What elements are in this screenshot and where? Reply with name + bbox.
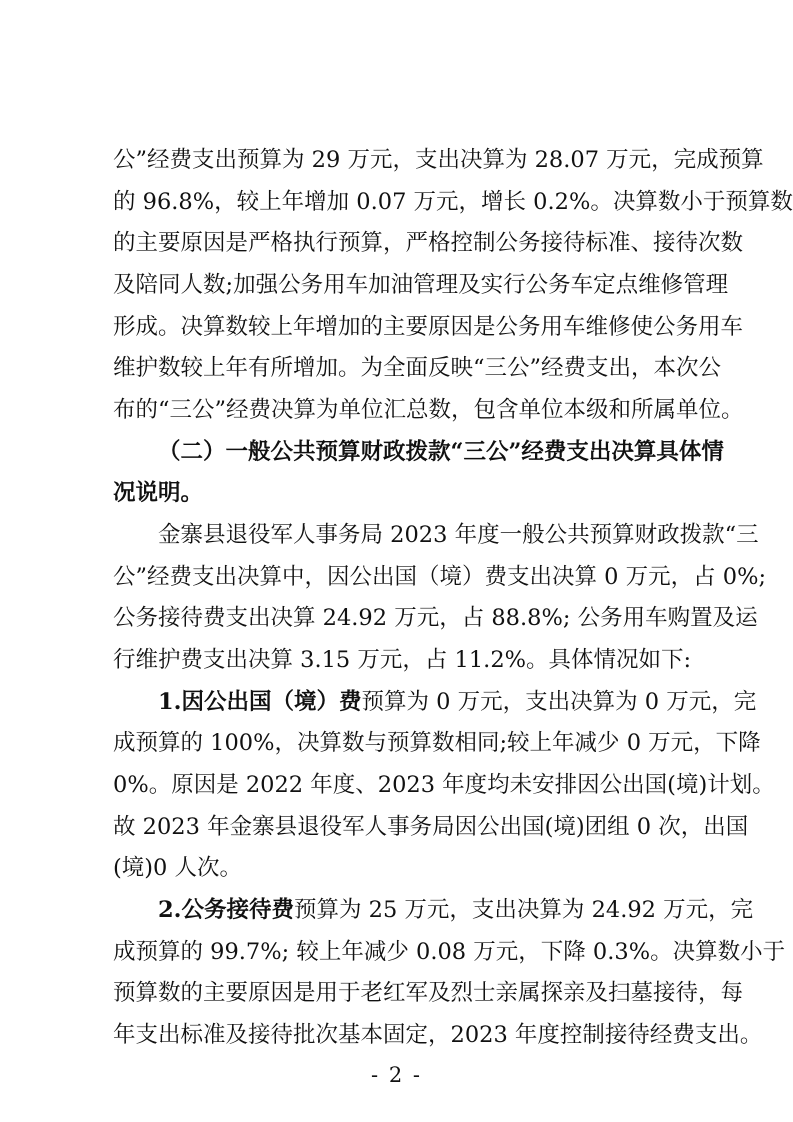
body-text-line: 的主要原因是严格执行预算，严格控制公务接待标准、接待次数 — [113, 230, 744, 257]
body-text-line: 行维护费支出决算 3.15 万元，占 11.2%。具体情况如下: — [113, 647, 692, 673]
body-text-line: 年支出标准及接待批次基本固定，2023 年度控制接待经费支出。 — [113, 1022, 763, 1048]
body-text-line: 预算数的主要原因是用于老红军及烈士亲属探亲及扫墓接待，每 — [113, 980, 744, 1007]
section-heading-continued: 况说明。 — [113, 480, 204, 507]
body-text-line: 公务接待费支出决算 24.92 万元，占 88.8%; 公务用车购置及运 — [113, 605, 758, 632]
body-text-line: (境)0 人次。 — [113, 855, 243, 882]
body-text-line: 金寨县退役军人事务局 2023 年度一般公共预算财政拨款“三 — [158, 522, 759, 548]
body-text-line: 公”经费支出决算中，因公出国（境）费支出决算 0 万元，占 0%; — [113, 563, 767, 590]
body-text-line: 0%。原因是 2022 年度、2023 年度均未安排因公出国(境)计划。 — [113, 772, 775, 798]
body-text-line: 成预算的 99.7%; 较上年减少 0.08 万元，下降 0.3%。决算数小于 — [113, 938, 786, 965]
page-number: - 2 - — [371, 1063, 422, 1087]
body-text-line: 公”经费支出预算为 29 万元，支出决算为 28.07 万元，完成预算 — [113, 147, 764, 173]
body-text-line: 的 96.8%，较上年增加 0.07 万元，增长 0.2%。决算数小于预算数 — [113, 188, 793, 215]
item-2-first-line: 2.公务接待费预算为 25 万元，支出决算为 24.92 万元，完 — [158, 897, 754, 923]
body-text-line: 维护数较上年有所增加。为全面反映“三公”经费支出，本次公 — [113, 355, 722, 382]
body-text-line: 及陪同人数;加强公务用车加油管理及实行公务车定点维修管理 — [113, 272, 729, 298]
body-text-line: 成预算的 100%，决算数与预算数相同;较上年减少 0 万元，下降 — [113, 730, 761, 757]
body-text-line: 布的“三公”经费决算为单位汇总数，包含单位本级和所属单位。 — [113, 397, 744, 423]
item-2-lead: 2.公务接待费 — [158, 897, 294, 923]
section-heading: （二）一般公共预算财政拨款“三公”经费支出决算具体情 — [158, 438, 724, 465]
item-1-first-line: 1.因公出国（境）费预算为 0 万元，支出决算为 0 万元，完 — [158, 688, 757, 715]
body-text-line: 形成。决算数较上年增加的主要原因是公务用车维修使公务用车 — [113, 313, 744, 340]
item-1-lead: 1.因公出国（境）费 — [158, 688, 362, 715]
body-text-line: 故 2023 年金寨县退役军人事务局因公出国(境)团组 0 次，出国 — [113, 813, 749, 840]
